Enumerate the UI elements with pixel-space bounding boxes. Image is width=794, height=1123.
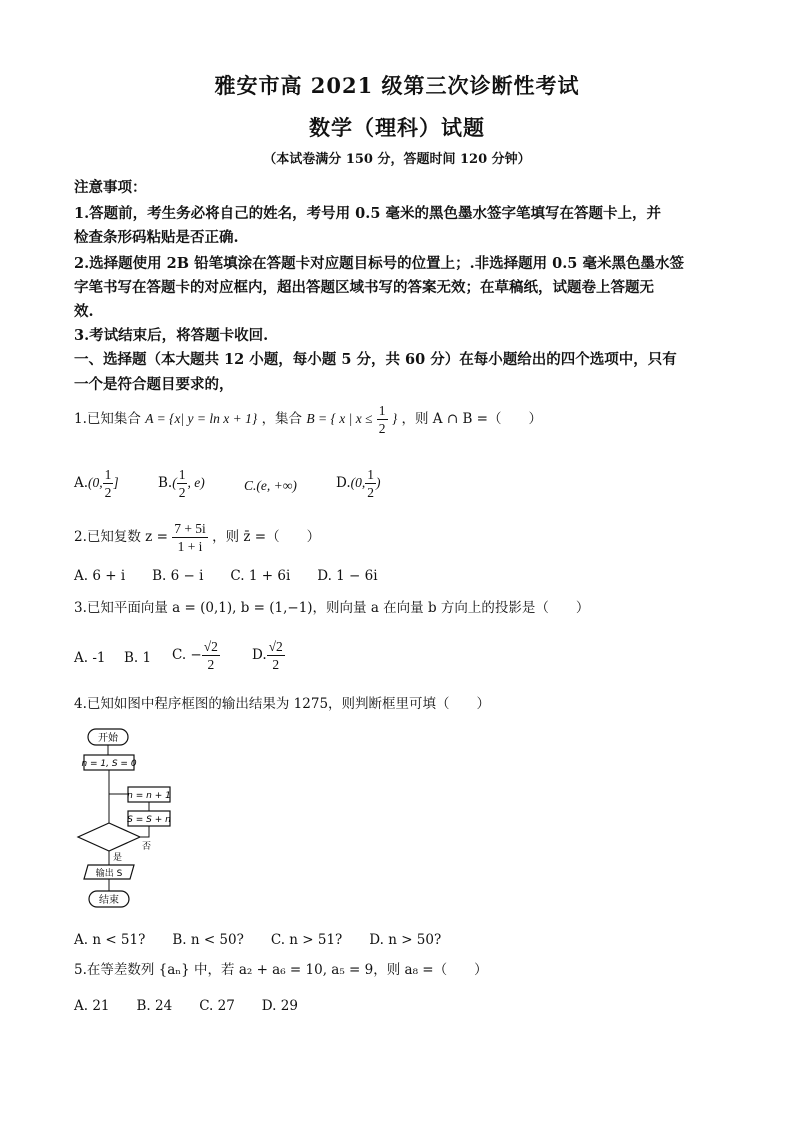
q1-prefix: 1.已知集合	[74, 411, 141, 427]
instruction-3: 3.考试结束后，将答题卡收回.	[74, 327, 269, 344]
flow-inc: n = n + 1	[127, 791, 171, 801]
section-1-line-1: 一、选择题（本大题共 12 小题，每小题 5 分，共 60 分）在每小题给出的四个选项中，只有	[74, 351, 677, 368]
instruction-1-line-1: 1.答题前，考生务必将自己的姓名，考号用 0.5 毫米的黑色墨水签字笔填写在答题卡上，并	[74, 205, 661, 222]
flow-end: 结束	[99, 895, 119, 906]
q1-mid: ，集合	[261, 411, 303, 427]
q2-fraction: $\frac{7 + 5i}{1 + i}$	[174, 521, 206, 554]
q1-set-b-left: B = { x | x ≤	[306, 411, 373, 426]
q2-suffix: ，则 z̄ =（ ）	[212, 529, 321, 545]
q3-option-d: D. $\frac{√2}{2}$	[252, 639, 283, 672]
q3-option-b: B. 1	[124, 650, 152, 666]
q1-option-a: A.(0, $\frac{1}{2}$ ]	[74, 467, 119, 500]
exam-note: （本试卷满分 150 分，答题时间 120 分钟）	[263, 152, 531, 167]
q1-fraction-half: $\frac{1}{2}$	[378, 403, 386, 436]
q3-option-c: C. − $\frac{√2}{2}$	[172, 639, 218, 672]
flow-output: 输出 S	[95, 869, 123, 879]
q2-prefix: 2.已知复数 z =	[74, 529, 168, 545]
flow-start: 开始	[98, 733, 118, 744]
q1-option-c: C.(e, +∞)	[244, 478, 297, 493]
instruction-2-line-3: 效.	[74, 303, 94, 320]
flow-decision-shape	[78, 823, 140, 851]
q1-suffix: ，则 A ∩ B =（ ）	[401, 411, 542, 427]
q1-option-d: D.(0, $\frac{1}{2}$ )	[336, 467, 381, 500]
q3-option-a: A. -1	[74, 650, 106, 666]
flow-no-label: 否	[142, 842, 152, 852]
instruction-1-line-2: 检查条形码粘贴是否正确.	[74, 229, 239, 246]
q1-set-b-right: }	[391, 411, 398, 426]
q1-option-b: B.( $\frac{1}{2}$ , e)	[158, 467, 205, 500]
question-3: 3.已知平面向量 a = (0,1), b = (1,−1)，则向量 a 在向量 b 方向上的投影是（ ）	[74, 600, 590, 616]
flow-yes-label: 是	[113, 853, 123, 863]
flow-init: n = 1, S = 0	[81, 759, 137, 769]
flowchart	[70, 725, 190, 915]
instruction-2-line-2: 字笔书写在答题卡的对应框内，超出答题区域书写的答案无效；在草稿纸，试题卷上答题无	[74, 279, 654, 296]
question-2	[74, 520, 320, 555]
exam-title: 雅安市高 2021 级第三次诊断性考试	[214, 73, 580, 98]
section-1-line-2: 一个是符合题目要求的，	[74, 376, 234, 393]
q1-set-a: A = {x| y = ln x + 1}	[145, 411, 258, 426]
question-1	[74, 402, 542, 437]
exam-subject: 数学（理科）试题	[309, 115, 485, 140]
q4-options: A. n < 51? B. n < 50? C. n > 51? D. n > 50?	[74, 932, 442, 948]
q2-options: A. 6 + i B. 6 − i C. 1 + 6i D. 1 − 6i	[74, 568, 378, 584]
question-4: 4.已知如图中程序框图的输出结果为 1275，则判断框里可填（ ）	[74, 696, 491, 712]
q5-options: A. 21 B. 24 C. 27 D. 29	[74, 998, 298, 1014]
instructions-heading: 注意事项：	[74, 179, 147, 196]
instruction-2-line-1: 2.选择题使用 2B 铅笔填涂在答题卡对应题目标号的位置上；.非选择题用 0.5 毫米黑色墨水签	[74, 255, 684, 272]
question-5: 5.在等差数列 {aₙ} 中，若 a₂ + a₆ = 10, a₅ = 9，则 a₈ =（ ）	[74, 962, 488, 978]
flow-acc: S = S + n	[127, 815, 171, 825]
